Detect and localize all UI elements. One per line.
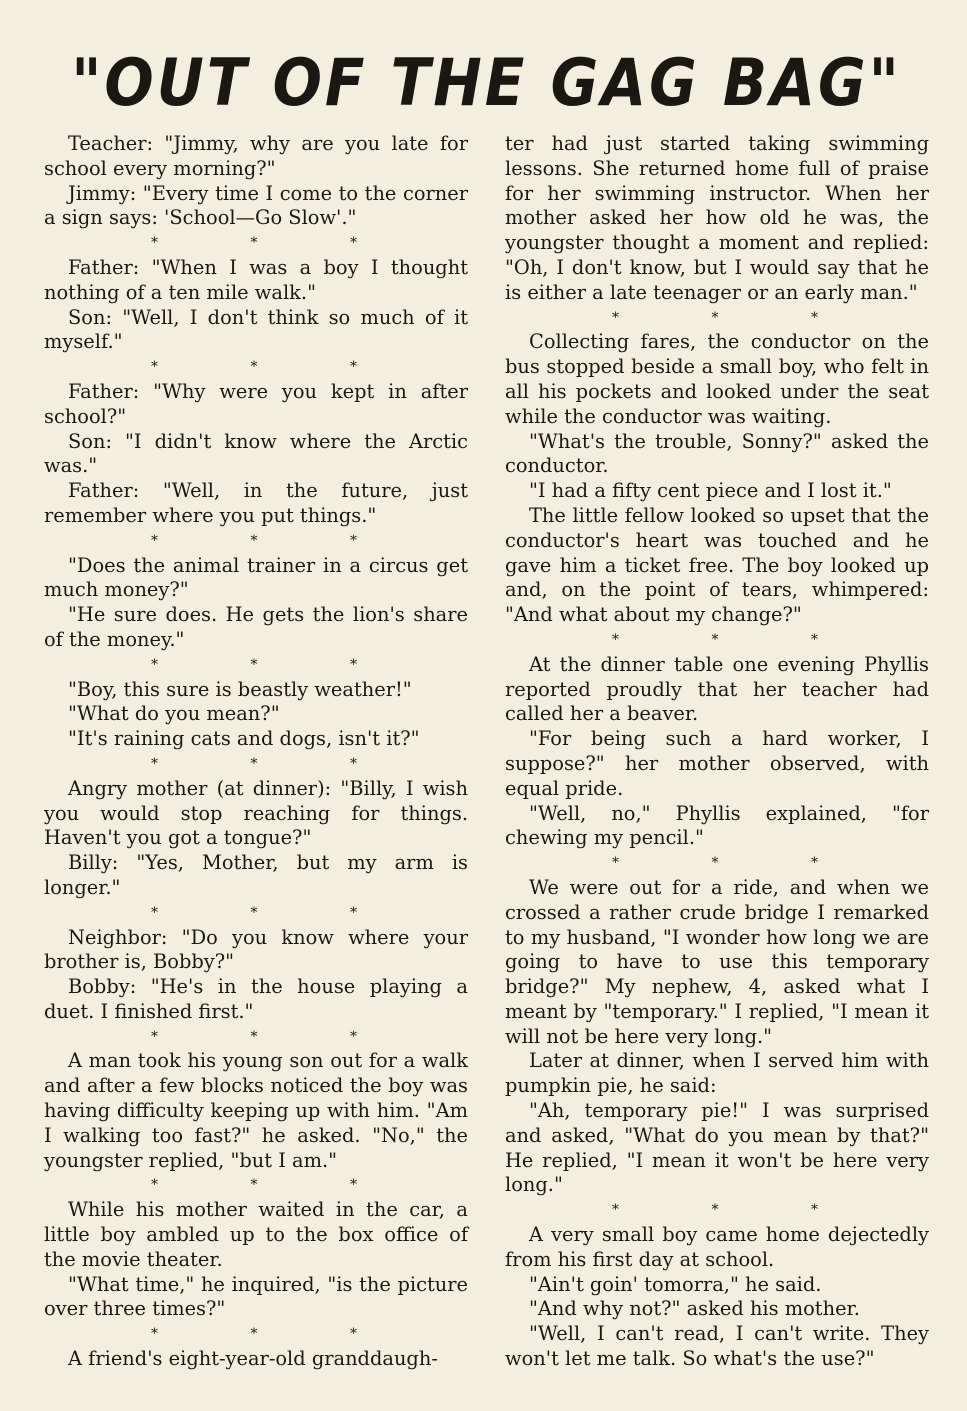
section-separator: * * * — [151, 656, 401, 673]
section-separator: * * * — [151, 1326, 401, 1343]
joke-paragraph: Billy: "Yes, Mother, but my arm is longer." — [44, 851, 468, 899]
joke-paragraph: "Well, I can't read, I can't write. They won't let me talk. So what's the use?" — [505, 1322, 929, 1371]
joke-paragraph: Bobby: "He's in the house playing a duet. I finished first." — [44, 975, 468, 1023]
joke-paragraph: "What's the trouble, Sonny?" asked the conductor. — [505, 429, 929, 478]
joke-paragraph: "What do you mean?" — [68, 702, 280, 726]
joke-paragraph: The little fellow looked so upset that the conductor's heart was touched and he gave him a ticket free. The boy looked up and, on the point of tears, whimpered: "And what about my change?" — [505, 503, 929, 627]
joke-paragraph: While his mother waited in the car, a little boy ambled up to the box office of the movie theater. — [44, 1198, 468, 1271]
section-separator: * * * — [612, 1202, 862, 1219]
joke-paragraph: Collecting fares, the conductor on the bus stopped beside a small boy, who felt in all his pockets and looked under the seat while the conductor was waiting. — [505, 330, 929, 428]
text-columns — [44, 132, 929, 1372]
section-separator: * * * — [151, 359, 401, 376]
joke-paragraph: Neighbor: "Do you know where your brother is, Bobby?" — [44, 925, 468, 974]
joke-paragraph: Teacher: "Jimmy, why are you late for school every morning?" — [44, 132, 468, 180]
section-separator: * * * — [151, 1177, 401, 1194]
joke-paragraph: Angry mother (at dinner): "Billy, I wish you would stop reaching for things. Haven't you got a tongue?" — [44, 776, 468, 850]
joke-paragraph: "What time," he inquired, "is the picture over three times?" — [44, 1272, 468, 1321]
joke-paragraph: A man took his young son out for a walk and after a few blocks noticed the boy was having difficulty keeping up with him. "Am I walking too fast?" he asked. "No," the youngster replied, "but I am." — [44, 1049, 468, 1172]
joke-paragraph: "Ah, temporary pie!" I was surprised and asked, "What do you mean by that?" He replied, "I mean it won't be here very long." — [505, 1099, 929, 1197]
section-separator: * * * — [151, 755, 401, 772]
joke-paragraph: "I had a fifty cent piece and I lost it." — [529, 479, 892, 503]
joke-paragraph: "Boy, this sure is beastly weather!" — [68, 677, 412, 701]
joke-paragraph: ter had just started taking swimming lessons. She returned home full of praise for her swimming instructor. When her mother asked her how old he was, the youngster thought a moment and replied: "Oh, I don't know, but I would say that he is either a late teenager or an early man." — [505, 132, 929, 304]
joke-paragraph: Son: "Well, I don't think so much of it myself." — [44, 305, 468, 354]
section-separator: * * * — [612, 631, 862, 648]
joke-paragraph: Son: "I didn't know where the Arctic was." — [44, 429, 468, 478]
joke-paragraph: "He sure does. He gets the lion's share of the money." — [44, 603, 468, 651]
section-separator: * * * — [612, 855, 862, 872]
left-column — [44, 132, 468, 1372]
section-separator: * * * — [151, 235, 401, 252]
section-separator: * * * — [151, 904, 401, 921]
section-separator: * * * — [612, 309, 862, 326]
joke-paragraph: Father: "Well, in the future, just remember where you put things." — [44, 479, 468, 527]
joke-paragraph: "Does the animal trainer in a circus get much money?" — [44, 553, 468, 602]
page-title: "OUT OF THE GAG BAG" — [71, 44, 902, 121]
joke-paragraph: Later at dinner, when I served him with pumpkin pie, he said: — [505, 1049, 929, 1098]
joke-paragraph: "Well, no," Phyllis explained, "for chewing my pencil." — [505, 801, 929, 850]
joke-paragraph: A very small boy came home dejectedly from his first day at school. — [505, 1223, 929, 1271]
joke-paragraph: "It's raining cats and dogs, isn't it?" — [68, 727, 420, 751]
joke-paragraph: "For being such a hard worker, I suppose?" her mother observed, with equal pride. — [505, 727, 929, 800]
joke-paragraph: Jimmy: "Every time I come to the corner a sign says: 'School—Go Slow'." — [44, 181, 468, 230]
joke-paragraph: Father: "When I was a boy I thought nothing of a ten mile walk." — [44, 255, 468, 304]
section-separator: * * * — [151, 1028, 401, 1045]
joke-paragraph: A friend's eight-year-old granddaugh- — [68, 1347, 438, 1371]
joke-paragraph: At the dinner table one evening Phyllis reported proudly that her teacher had called her a beaver. — [505, 652, 929, 726]
section-separator: * * * — [151, 532, 401, 549]
right-column — [505, 132, 929, 1372]
joke-paragraph: "Ain't goin' tomorra," he said. — [529, 1272, 822, 1296]
joke-paragraph: We were out for a ride, and when we crossed a rather crude bridge I remarked to my husband, "I wonder how long we are going to have to use this temporary bridge?" My nephew, 4, asked what I meant by "temporary." I replied, "I mean it will not be here very long." — [505, 875, 929, 1048]
joke-paragraph: "And why not?" asked his mother. — [529, 1297, 860, 1321]
joke-paragraph: Father: "Why were you kept in after school?" — [44, 379, 468, 428]
